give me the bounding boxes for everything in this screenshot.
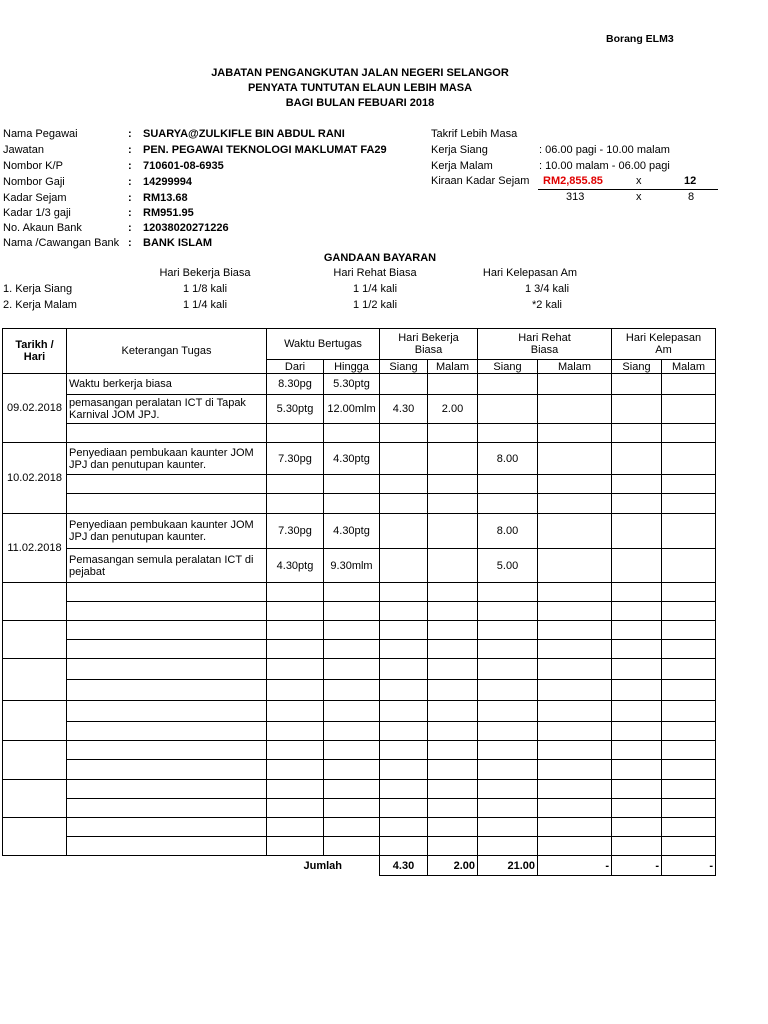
multipliers-title: GANDAAN BAYARAN [323, 252, 437, 264]
table-cell [324, 760, 380, 780]
table-row [3, 837, 716, 856]
table-cell [267, 659, 324, 680]
multiplier-value: 1 1/8 kali [182, 283, 228, 295]
table-cell [538, 722, 612, 741]
rate-calc-label: Kiraan Kadar Sejam [431, 175, 530, 187]
date-cell: 11.02.2018 [3, 514, 67, 583]
table-cell [324, 583, 380, 602]
table-cell [67, 621, 267, 640]
task-cell: Pemasangan semula peralatan ICT di pejabat [67, 549, 267, 583]
table-cell [380, 837, 428, 856]
table-cell [662, 640, 716, 659]
table-cell [324, 799, 380, 818]
table-cell [380, 722, 428, 741]
table-cell [324, 741, 380, 760]
table-row [3, 475, 716, 494]
table-cell [324, 640, 380, 659]
col-working-day-header: Hari Bekerja Biasa [380, 329, 478, 360]
header-agency: JABATAN PENGANGKUTAN JALAN NEGERI SELANGOR [211, 67, 509, 79]
rest-day-day-cell: 5.00 [478, 549, 538, 583]
from-cell: 8.30pg [267, 374, 324, 395]
col-day-header: Siang [380, 360, 428, 374]
table-cell [612, 837, 662, 856]
col-night-header: Malam [662, 360, 716, 374]
table-cell [67, 722, 267, 741]
table-cell [478, 680, 538, 701]
table-cell [478, 722, 538, 741]
table-cell [428, 621, 478, 640]
multiplier-row-label: 1. Kerja Siang [3, 283, 73, 295]
day-work-label: Kerja Siang [431, 144, 488, 156]
table-cell [380, 701, 428, 722]
table-cell [428, 680, 478, 701]
emp-position-value: PEN. PEGAWAI TEKNOLOGI MAKLUMAT FA29 [143, 144, 387, 156]
col-task-header: Keterangan Tugas [67, 329, 267, 374]
table-cell [612, 780, 662, 799]
table-row [3, 799, 716, 818]
table-row [3, 602, 716, 621]
table-row [3, 780, 716, 799]
multiplier-col-public-holiday: Hari Kelepasan Am [482, 267, 578, 279]
total-holiday-day: - [612, 856, 662, 876]
table-cell [662, 741, 716, 760]
col-day-header: Siang [478, 360, 538, 374]
rate-calc-x: x [636, 191, 642, 203]
table-row [3, 659, 716, 680]
table-cell [428, 701, 478, 722]
table-cell [267, 722, 324, 741]
emp-label: Nombor Gaji [3, 176, 65, 188]
table-cell [380, 760, 428, 780]
date-cell [3, 741, 67, 780]
to-cell: 12.00mlm [324, 395, 380, 424]
date-cell [3, 780, 67, 818]
table-cell [538, 799, 612, 818]
table-row [3, 760, 716, 780]
total-holiday-night: - [662, 856, 716, 876]
table-cell [538, 640, 612, 659]
table-row [3, 621, 716, 640]
multiplier-value: 1 3/4 kali [524, 283, 570, 295]
emp-colon: : [128, 222, 132, 234]
table-cell [478, 640, 538, 659]
multiplier-col-working-day: Hari Bekerja Biasa [159, 267, 251, 279]
table-cell [428, 640, 478, 659]
rate-calc-x: x [636, 175, 642, 187]
table-cell [478, 741, 538, 760]
to-cell: 5.30ptg [324, 374, 380, 395]
table-cell [380, 799, 428, 818]
table-cell [428, 741, 478, 760]
table-cell [380, 602, 428, 621]
table-cell [538, 701, 612, 722]
table-cell [67, 780, 267, 799]
table-cell [67, 701, 267, 722]
table-cell [662, 722, 716, 741]
table-cell [428, 583, 478, 602]
table-cell [267, 640, 324, 659]
table-cell [380, 659, 428, 680]
table-row [3, 701, 716, 722]
table-cell [380, 780, 428, 799]
col-night-header: Malam [538, 360, 612, 374]
table-cell [538, 760, 612, 780]
table-cell [612, 640, 662, 659]
date-cell [3, 621, 67, 659]
emp-ic-value: 710601-08-6935 [143, 160, 224, 172]
table-cell [67, 602, 267, 621]
table-cell [662, 837, 716, 856]
col-date-header: Tarikh / Hari [3, 329, 67, 374]
table-row [3, 741, 716, 760]
from-cell: 7.30pg [267, 443, 324, 475]
table-cell [612, 583, 662, 602]
to-cell: 4.30ptg [324, 514, 380, 549]
table-cell [67, 818, 267, 837]
multiplier-col-rest-day: Hari Rehat Biasa [333, 267, 417, 279]
table-cell [67, 760, 267, 780]
date-cell [3, 818, 67, 856]
table-cell [267, 701, 324, 722]
emp-bank-name-value: BANK ISLAM [143, 237, 213, 249]
table-cell [67, 837, 267, 856]
table-cell [478, 799, 538, 818]
to-cell: 9.30mlm [324, 549, 380, 583]
to-cell: 4.30ptg [324, 443, 380, 475]
task-cell: Penyediaan pembukaan kaunter JOM JPJ dan penutupan kaunter. [67, 514, 267, 549]
table-cell [538, 602, 612, 621]
table-cell [612, 818, 662, 837]
emp-third-salary-value: RM951.95 [143, 207, 194, 219]
table-cell [67, 680, 267, 701]
table-row [3, 374, 716, 395]
col-from-header: Dari [267, 360, 324, 374]
emp-label: No. Akaun Bank [3, 222, 82, 234]
table-cell [324, 722, 380, 741]
emp-colon: : [128, 160, 132, 172]
table-cell [478, 780, 538, 799]
table-cell [67, 583, 267, 602]
rest-day-day-cell: 8.00 [478, 443, 538, 475]
rate-calc-multiplier: 12 [684, 175, 697, 187]
table-cell [662, 621, 716, 640]
multiplier-value: 1 1/2 kali [352, 299, 398, 311]
table-cell [267, 780, 324, 799]
emp-colon: : [128, 176, 132, 188]
table-cell [662, 659, 716, 680]
table-cell [324, 680, 380, 701]
rate-calc-amount: RM2,855.85 [543, 175, 603, 187]
table-cell [662, 799, 716, 818]
table-cell [478, 659, 538, 680]
col-duty-time-header: Waktu Bertugas [267, 329, 380, 360]
table-cell [428, 799, 478, 818]
emp-colon: : [128, 144, 132, 156]
task-cell: pemasangan peralatan ICT di Tapak Karnival JOM JPJ. [67, 395, 267, 424]
table-cell [428, 760, 478, 780]
from-cell: 5.30ptg [267, 395, 324, 424]
date-cell [3, 701, 67, 741]
day-work-hours: : 06.00 pagi - 10.00 malam [539, 144, 670, 156]
table-row [3, 424, 716, 443]
table-cell [67, 659, 267, 680]
rate-calc-hours: 8 [688, 191, 695, 203]
table-cell [478, 583, 538, 602]
table-cell [662, 818, 716, 837]
emp-label: Jawatan [3, 144, 44, 156]
emp-label: Kadar 1/3 gaji [3, 207, 71, 219]
table-cell [478, 701, 538, 722]
table-cell [478, 760, 538, 780]
table-cell [267, 818, 324, 837]
table-cell [612, 659, 662, 680]
table-cell [380, 741, 428, 760]
total-row [3, 856, 716, 876]
table-cell [324, 602, 380, 621]
table-cell [612, 722, 662, 741]
table-row [3, 443, 716, 475]
definition-title: Takrif Lebih Masa [431, 128, 518, 140]
table-row [3, 494, 716, 514]
table-cell [267, 799, 324, 818]
table-cell [478, 602, 538, 621]
table-cell [478, 621, 538, 640]
table-row [3, 549, 716, 583]
table-cell [662, 701, 716, 722]
form-code: Borang ELM3 [606, 33, 674, 45]
table-row [3, 514, 716, 549]
table-row [3, 640, 716, 659]
emp-colon: : [128, 128, 132, 140]
col-rest-day-header: Hari Rehat Biasa [478, 329, 612, 360]
task-cell: Penyediaan pembukaan kaunter JOM JPJ dan penutupan kaunter. [67, 443, 267, 475]
table-cell [538, 780, 612, 799]
rest-day-day-cell: 8.00 [478, 514, 538, 549]
from-cell: 7.30pg [267, 514, 324, 549]
table-row [3, 583, 716, 602]
table-cell [612, 602, 662, 621]
table-cell [67, 741, 267, 760]
table-cell [267, 680, 324, 701]
table-cell [67, 640, 267, 659]
total-working-day-day: 4.30 [380, 856, 428, 876]
table-cell [538, 621, 612, 640]
multiplier-value: 1 1/4 kali [352, 283, 398, 295]
table-cell [267, 741, 324, 760]
date-cell [3, 659, 67, 701]
table-cell [612, 799, 662, 818]
table-cell [612, 621, 662, 640]
table-cell [662, 583, 716, 602]
table-cell [380, 640, 428, 659]
emp-hourly-rate-value: RM13.68 [143, 192, 188, 204]
table-cell [67, 799, 267, 818]
table-cell [662, 780, 716, 799]
table-cell [380, 621, 428, 640]
date-cell: 10.02.2018 [3, 443, 67, 514]
table-cell [478, 818, 538, 837]
table-cell [267, 837, 324, 856]
emp-bank-account-value: 12038020271226 [143, 222, 229, 234]
col-holiday-header: Hari Kelepasan Am [612, 329, 716, 360]
table-cell [324, 818, 380, 837]
table-cell [428, 602, 478, 621]
table-cell [324, 837, 380, 856]
task-cell: Waktu berkerja biasa [67, 374, 267, 395]
table-cell [380, 583, 428, 602]
total-working-day-night: 2.00 [428, 856, 478, 876]
fraction-line [538, 189, 718, 190]
table-cell [612, 760, 662, 780]
table-cell [612, 701, 662, 722]
table-cell [538, 818, 612, 837]
col-night-header: Malam [428, 360, 478, 374]
table-cell [324, 701, 380, 722]
table-cell [324, 780, 380, 799]
emp-label: Nombor K/P [3, 160, 63, 172]
emp-label: Kadar Sejam [3, 192, 67, 204]
working-day-day-cell: 4.30 [380, 395, 428, 424]
table-cell [324, 621, 380, 640]
table-cell [538, 583, 612, 602]
night-work-hours: : 10.00 malam - 06.00 pagi [539, 160, 670, 172]
table-cell [538, 659, 612, 680]
table-cell [324, 659, 380, 680]
working-day-night-cell: 2.00 [428, 395, 478, 424]
emp-label: Nama Pegawai [3, 128, 78, 140]
table-cell [428, 837, 478, 856]
emp-colon: : [128, 237, 132, 249]
emp-name-value: SUARYA@ZULKIFLE BIN ABDUL RANI [143, 128, 345, 140]
emp-colon: : [128, 192, 132, 204]
table-row [3, 722, 716, 741]
table-cell [662, 602, 716, 621]
table-cell [267, 760, 324, 780]
emp-salary-no-value: 14299994 [143, 176, 192, 188]
night-work-label: Kerja Malam [431, 160, 493, 172]
table-cell [538, 837, 612, 856]
table-cell [612, 680, 662, 701]
multiplier-value: 1 1/4 kali [182, 299, 228, 311]
table-cell [612, 741, 662, 760]
table-row [3, 818, 716, 837]
table-cell [662, 760, 716, 780]
table-cell [428, 659, 478, 680]
date-cell: 09.02.2018 [3, 374, 67, 443]
header-month: BAGI BULAN FEBUARI 2018 [285, 97, 435, 109]
table-cell [380, 680, 428, 701]
col-day-header: Siang [612, 360, 662, 374]
multiplier-value: *2 kali [532, 299, 562, 311]
total-label: Jumlah [303, 859, 342, 872]
table-cell [428, 818, 478, 837]
table-cell [380, 818, 428, 837]
table-cell [267, 621, 324, 640]
emp-label: Nama /Cawangan Bank [3, 237, 120, 249]
table-cell [478, 837, 538, 856]
table-cell [428, 780, 478, 799]
table-row [3, 395, 716, 424]
rate-calc-divisor: 313 [566, 191, 585, 203]
table-cell [538, 680, 612, 701]
date-cell [3, 583, 67, 621]
table-cell [428, 722, 478, 741]
multiplier-row-label: 2. Kerja Malam [3, 299, 77, 311]
total-rest-day-night: - [538, 856, 612, 876]
col-to-header: Hingga [324, 360, 380, 374]
from-cell: 4.30ptg [267, 549, 324, 583]
emp-colon: : [128, 207, 132, 219]
table-cell [267, 602, 324, 621]
header-statement-title: PENYATA TUNTUTAN ELAUN LEBIH MASA [247, 82, 473, 94]
table-row [3, 680, 716, 701]
overtime-table [2, 328, 716, 876]
table-cell [662, 680, 716, 701]
table-cell [538, 741, 612, 760]
table-cell [267, 583, 324, 602]
total-rest-day-day: 21.00 [478, 856, 538, 876]
